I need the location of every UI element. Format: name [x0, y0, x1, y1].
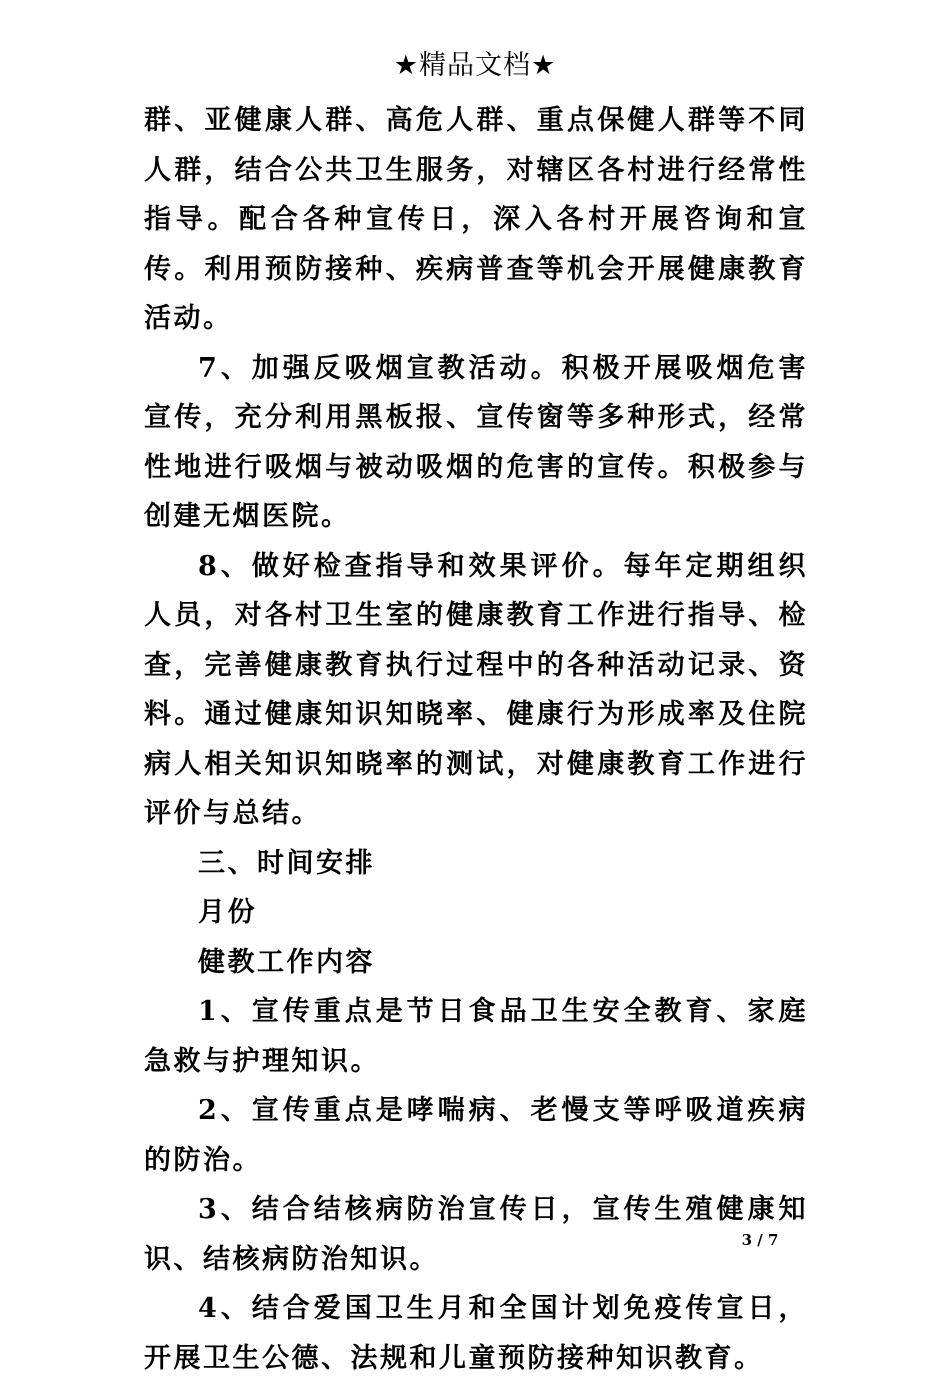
section-heading-schedule: 三、时间安排	[198, 847, 375, 879]
schedule-item-1: 1、宣传重点是节日食品卫生安全教育、家庭急救与护理知识。	[144, 996, 808, 1077]
schedule-item-2: 2、宣传重点是哮喘病、老慢支等呼吸道疾病的防治。	[144, 1095, 808, 1176]
paragraph-item-7: 7、加强反吸烟宣教活动。积极开展吸烟危害宣传，充分利用黑板报、宣传窗等多种形式，经常性地进行吸烟与被动吸烟的危害的宣传。积极参与创建无烟医院。	[144, 352, 808, 532]
label-month: 月份	[198, 897, 257, 928]
document-body	[144, 96, 808, 1383]
page-header-title: ★精品文档★	[393, 50, 557, 81]
paragraph-item-8: 8、做好检查指导和效果评价。每年定期组织人员，对各村卫生室的健康教育工作进行指导、检查，完善健康教育执行过程中的各种活动记录、资料。通过健康知识知晓率、健康行为形成率及住院病人相关知识知晓率的测试，对健康教育工作进行评价与总结。	[144, 550, 808, 829]
schedule-item-3: 3、结合结核病防治宣传日，宣传生殖健康知识、结核病防治知识。	[144, 1194, 808, 1275]
page-number: 3 / 7	[741, 1231, 779, 1249]
paragraph-continued: 群、亚健康人群、高危人群、重点保健人群等不同人群，结合公共卫生服务，对辖区各村进行经常性指导。配合各种宣传日，深入各村开展咨询和宣传。利用预防接种、疾病普查等机会开展健康教育活动。	[144, 105, 808, 334]
schedule-item-4: 4、结合爱国卫生月和全国计划免疫传宣日，开展卫生公德、法规和儿童预防接种知识教育。	[144, 1293, 808, 1374]
label-work-content: 健教工作内容	[198, 946, 375, 978]
